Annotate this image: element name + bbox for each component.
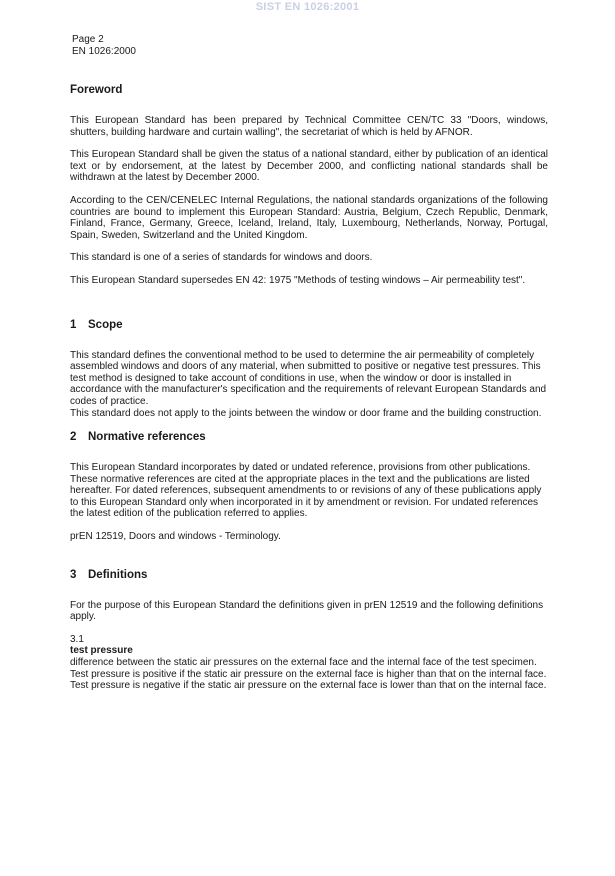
document-body bbox=[70, 84, 548, 692]
definition-number: 3.1 bbox=[70, 633, 84, 645]
foreword-paragraph: According to the CEN/CENELEC Internal Regulations, the national standards organizations of the following countries are bound to implement this European Standard: Austria, Belgium, Czech Republic, Denmark, Finland, France, Germany, Greece, Iceland, Ireland, Italy, Luxembourg, Netherlands, Norway, Portugal, Spain, Sweden, Switzerland and the United Kingdom. bbox=[70, 194, 548, 241]
normative-references-section bbox=[70, 431, 548, 543]
normative-title: Normative references bbox=[88, 431, 206, 444]
definitions-number: 3 bbox=[70, 568, 77, 581]
definition-note: Test pressure is negative if the static air pressure on the external face is lower than that on the internal face. bbox=[70, 680, 547, 692]
scope-title: Scope bbox=[88, 318, 123, 331]
foreword-paragraph: This European Standard has been prepared by Technical Committee CEN/TC 33 "Doors, windows, shutters, building hardware and curtain walling", the secretariat of which is held by AFNOR. bbox=[70, 115, 548, 138]
definitions-intro: For the purpose of this European Standard the definitions given in prEN 12519 and the following definitions apply. bbox=[70, 599, 544, 623]
definitions-heading bbox=[70, 569, 548, 582]
normative-paragraph: This European Standard incorporates by dated or undated reference, provisions from other publications. These normative references are cited at the appropriate places in the text and the publications are listed hereafter. For dated references, subsequent amendments to or revisions of any of these publications apply to this European Standard only when incorporated in it by amendment or revision. For undated references the latest edition of the publication referred to applies. bbox=[70, 462, 542, 520]
document-id: EN 1026:2000 bbox=[72, 46, 136, 57]
scope-paragraph: This standard defines the conventional method to be used to determine the air permeability of completely assembled windows and doors of any material, when submitted to positive or negative test pressures. This test method is designed to take account of conditions in use, when the window or door is installed in accordance with the manufacturer's specification and the requirements of relevant European Standards and codes of practice. bbox=[70, 349, 547, 407]
definition-note: Test pressure is positive if the static air pressure on the external face is higher than that on the internal face. bbox=[70, 668, 547, 680]
definitions-title: Definitions bbox=[88, 568, 148, 581]
normative-number: 2 bbox=[70, 431, 77, 444]
normative-reference-item: prEN 12519, Doors and windows - Terminology. bbox=[70, 531, 281, 543]
page-header bbox=[72, 34, 136, 58]
normative-heading bbox=[70, 431, 548, 444]
foreword-paragraph: This standard is one of a series of standards for windows and doors. bbox=[70, 252, 373, 264]
scope-paragraph: This standard does not apply to the joints between the window or door frame and the building construction. bbox=[70, 407, 542, 419]
watermark: SIST EN 1026:2001 bbox=[255, 1, 360, 13]
definition-term: test pressure bbox=[70, 645, 133, 657]
foreword-section bbox=[70, 84, 548, 287]
foreword-paragraph: This European Standard shall be given the status of a national standard, either by publication of an identical text or by endorsement, at the latest by December 2000, and conflicting national standards shall be withdrawn at the latest by December 2000. bbox=[70, 149, 548, 184]
foreword-heading bbox=[70, 84, 548, 97]
definitions-section bbox=[70, 569, 548, 692]
scope-heading bbox=[70, 319, 548, 332]
scope-section bbox=[70, 319, 548, 420]
definition-item bbox=[70, 634, 548, 692]
foreword-title: Foreword bbox=[70, 84, 123, 96]
foreword-paragraph: This European Standard supersedes EN 42: 1975 "Methods of testing windows – Air permeability test". bbox=[70, 274, 526, 286]
scope-number: 1 bbox=[70, 318, 77, 331]
page-number: Page 2 bbox=[72, 34, 104, 45]
definition-text: difference between the static air pressures on the external face and the internal face of the test specimen. bbox=[70, 657, 537, 669]
